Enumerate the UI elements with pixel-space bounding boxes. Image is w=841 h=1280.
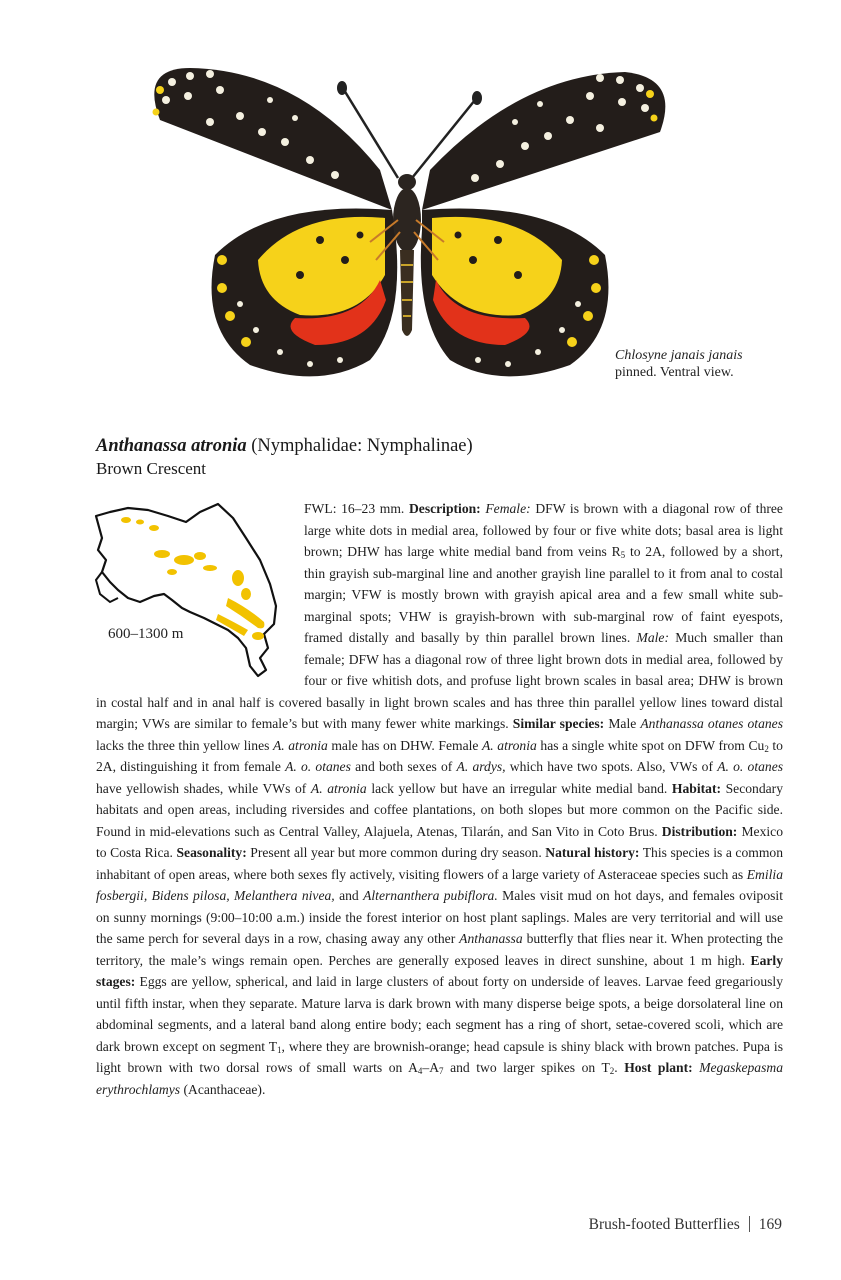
text-run: lacks the three thin yellow lines bbox=[96, 737, 270, 753]
distribution-text: Mexico to Costa Rica. bbox=[96, 823, 783, 860]
female-description-cont: to 2A, followed by a short, thin grayish sub-marginal line and another grayish line parallel to it from anal to costal margin; VFW is mostly brown with grayish apical area and a few small white sub-marginal spots; VHW is grayish-brown with sub-marginal row of faint eyespots, framed distally and basally by thin parallel brown lines. bbox=[304, 544, 783, 645]
caption-species: Chlosyne janais janais bbox=[615, 348, 743, 363]
species-heading bbox=[96, 434, 796, 480]
right-antenna-club bbox=[472, 91, 482, 105]
text-run: Male bbox=[608, 716, 637, 731]
early-stages-text: Eggs are yellow, spherical, and laid in large clusters of about forty on underside of leaves. Larvae feed gregariously until fifth instar, when they separate. Mature larva is dark brown with many disperse beige spots, a beige dorsolateral line on abdominal segments, and a lateral band along entire body; each segment has a ring of short, setae-covered scoli, which are dark brown except on segment T bbox=[96, 974, 784, 1054]
seasonality-text: Present all year but more common during dry season. bbox=[250, 845, 542, 860]
text-run: and both sexes of bbox=[355, 759, 453, 774]
right-forewing bbox=[422, 72, 665, 210]
subscript: 4 bbox=[417, 1066, 423, 1076]
taxon-name: A. atronia bbox=[482, 737, 537, 753]
host-plant-name: Megaskepasma erythrochlamys bbox=[96, 1060, 783, 1097]
text-run: and two larger spikes on T bbox=[450, 1060, 610, 1075]
text-run: male has on DHW. Female bbox=[331, 737, 479, 753]
footer-separator bbox=[749, 1216, 750, 1232]
text-run: has a single white spot on DFW from Cu bbox=[540, 737, 765, 753]
page-number: 169 bbox=[758, 1216, 782, 1233]
taxon-name: A. ardys, bbox=[456, 759, 506, 774]
family-name: (Nymphalidae: Nymphalinae) bbox=[251, 436, 473, 456]
subscript: 7 bbox=[439, 1066, 444, 1076]
scientific-name: Anthanassa atronia bbox=[96, 436, 247, 456]
text-run: to 2A, distinguishing it from female bbox=[96, 737, 783, 774]
taxon-name: A. o. otanes bbox=[717, 759, 784, 774]
heading-host-plant: Host plant: bbox=[624, 1060, 693, 1075]
host-plant-family: (Acanthaceae). bbox=[183, 1081, 266, 1097]
taxon-name: A. o. otanes bbox=[285, 759, 351, 774]
caption-note: pinned. Ventral view. bbox=[615, 365, 734, 380]
subscript: 5 bbox=[620, 550, 626, 560]
heading-habitat: Habitat: bbox=[671, 780, 722, 796]
left-antenna-club bbox=[337, 81, 347, 95]
taxon-name: A. atronia bbox=[310, 780, 367, 796]
head bbox=[398, 174, 416, 190]
plant-name: Bidens pilosa, bbox=[151, 888, 230, 903]
heading-seasonality: Seasonality: bbox=[176, 845, 247, 860]
text-run: and bbox=[339, 888, 359, 903]
figure-caption bbox=[615, 347, 815, 381]
taxon-name: Anthanassa bbox=[459, 931, 523, 946]
fwl: FWL: 16–23 mm. bbox=[304, 501, 405, 516]
heading-description: Description: bbox=[408, 501, 481, 516]
natural-history-text: This species is a common inhabitant of open areas, where both sexes fly actively, visiting flowers of a large variety of Asteraceae species such as bbox=[96, 845, 783, 882]
text-run: . bbox=[614, 1060, 618, 1075]
heading-distribution: Distribution: bbox=[661, 823, 738, 839]
elevation-range: 600–1300 m bbox=[108, 626, 184, 642]
text-run: have yellowish shades, while VWs of bbox=[96, 780, 307, 796]
butterfly-photo bbox=[130, 60, 690, 390]
common-name: Brown Crescent bbox=[96, 459, 207, 478]
plant-name: Alternanthera pubiflora. bbox=[363, 888, 498, 903]
subscript: 1 bbox=[277, 1044, 282, 1055]
text-run: butterfly that flies near it. When protecting the territory, the male’s wings remain open. Perches are generally exposed leaves in direct sunshine, about 1 m high. bbox=[96, 931, 783, 968]
subscript: 2 bbox=[764, 743, 769, 754]
text-run: –A bbox=[422, 1060, 440, 1075]
distribution-map bbox=[88, 498, 290, 680]
plant-name: Melanthera nivea, bbox=[234, 888, 335, 903]
left-forewing bbox=[154, 68, 392, 210]
section-title: Brush-footed Butterflies bbox=[588, 1216, 740, 1233]
taxon-name: Anthanassa otanes otanes bbox=[640, 716, 783, 731]
abdomen bbox=[400, 250, 414, 336]
taxon-name: A. atronia bbox=[272, 737, 328, 753]
text-run: which have two spots. Also, VWs of bbox=[509, 759, 713, 774]
female-description: DFW is brown with a diagonal row of three large white dots in medial area, followed by four or five white dots; basal area is light brown; DHW has large white medial band from veins R bbox=[304, 501, 783, 559]
heading-early-stages: Early stages: bbox=[96, 952, 783, 989]
text-run: Males visit mud on hot days, and females oviposit on sunny mornings (9:00–10:00 a.m.) inside the forest interior on host plant saplings. Males are very territorial and will use the same perch for several days in a row, chasing away any other bbox=[96, 888, 783, 946]
heading-similar-species: Similar species: bbox=[512, 716, 605, 731]
habitat-text: Secondary habitats and open areas, including riversides and coffee plantations, on both slopes but more common on the Pacific side. Found in mid-elevations such as Central Valley, Alajuela, Atenas, Tilarán, and San Vito in Coto Brus. bbox=[96, 780, 783, 839]
text-run: , where they are brownish-orange; head capsule is shiny black with brown patches. Pupa is light brown with two dorsal rows of small warts on A bbox=[96, 1038, 783, 1075]
text-run: lack yellow but have an irregular white medial band. bbox=[371, 780, 668, 796]
page-footer bbox=[520, 1216, 782, 1234]
heading-natural-history: Natural history: bbox=[545, 845, 640, 860]
male-description: Much smaller than female; DFW has a diagonal row of three light brown dots in medial area, followed by four or five whitish dots, and profuse light brown scales in basal area; DHW is brown in costal half and in anal half is covered basally in light brown scales and has three thin parallel yellow lines toward distal margin; VWs are similar to female’s but with many fewer white markings. bbox=[96, 630, 783, 731]
female-label: Female: bbox=[485, 501, 531, 516]
plant-name: Emilia fosbergii, bbox=[96, 866, 783, 903]
subscript: 2 bbox=[609, 1066, 615, 1076]
male-label: Male: bbox=[636, 630, 669, 645]
